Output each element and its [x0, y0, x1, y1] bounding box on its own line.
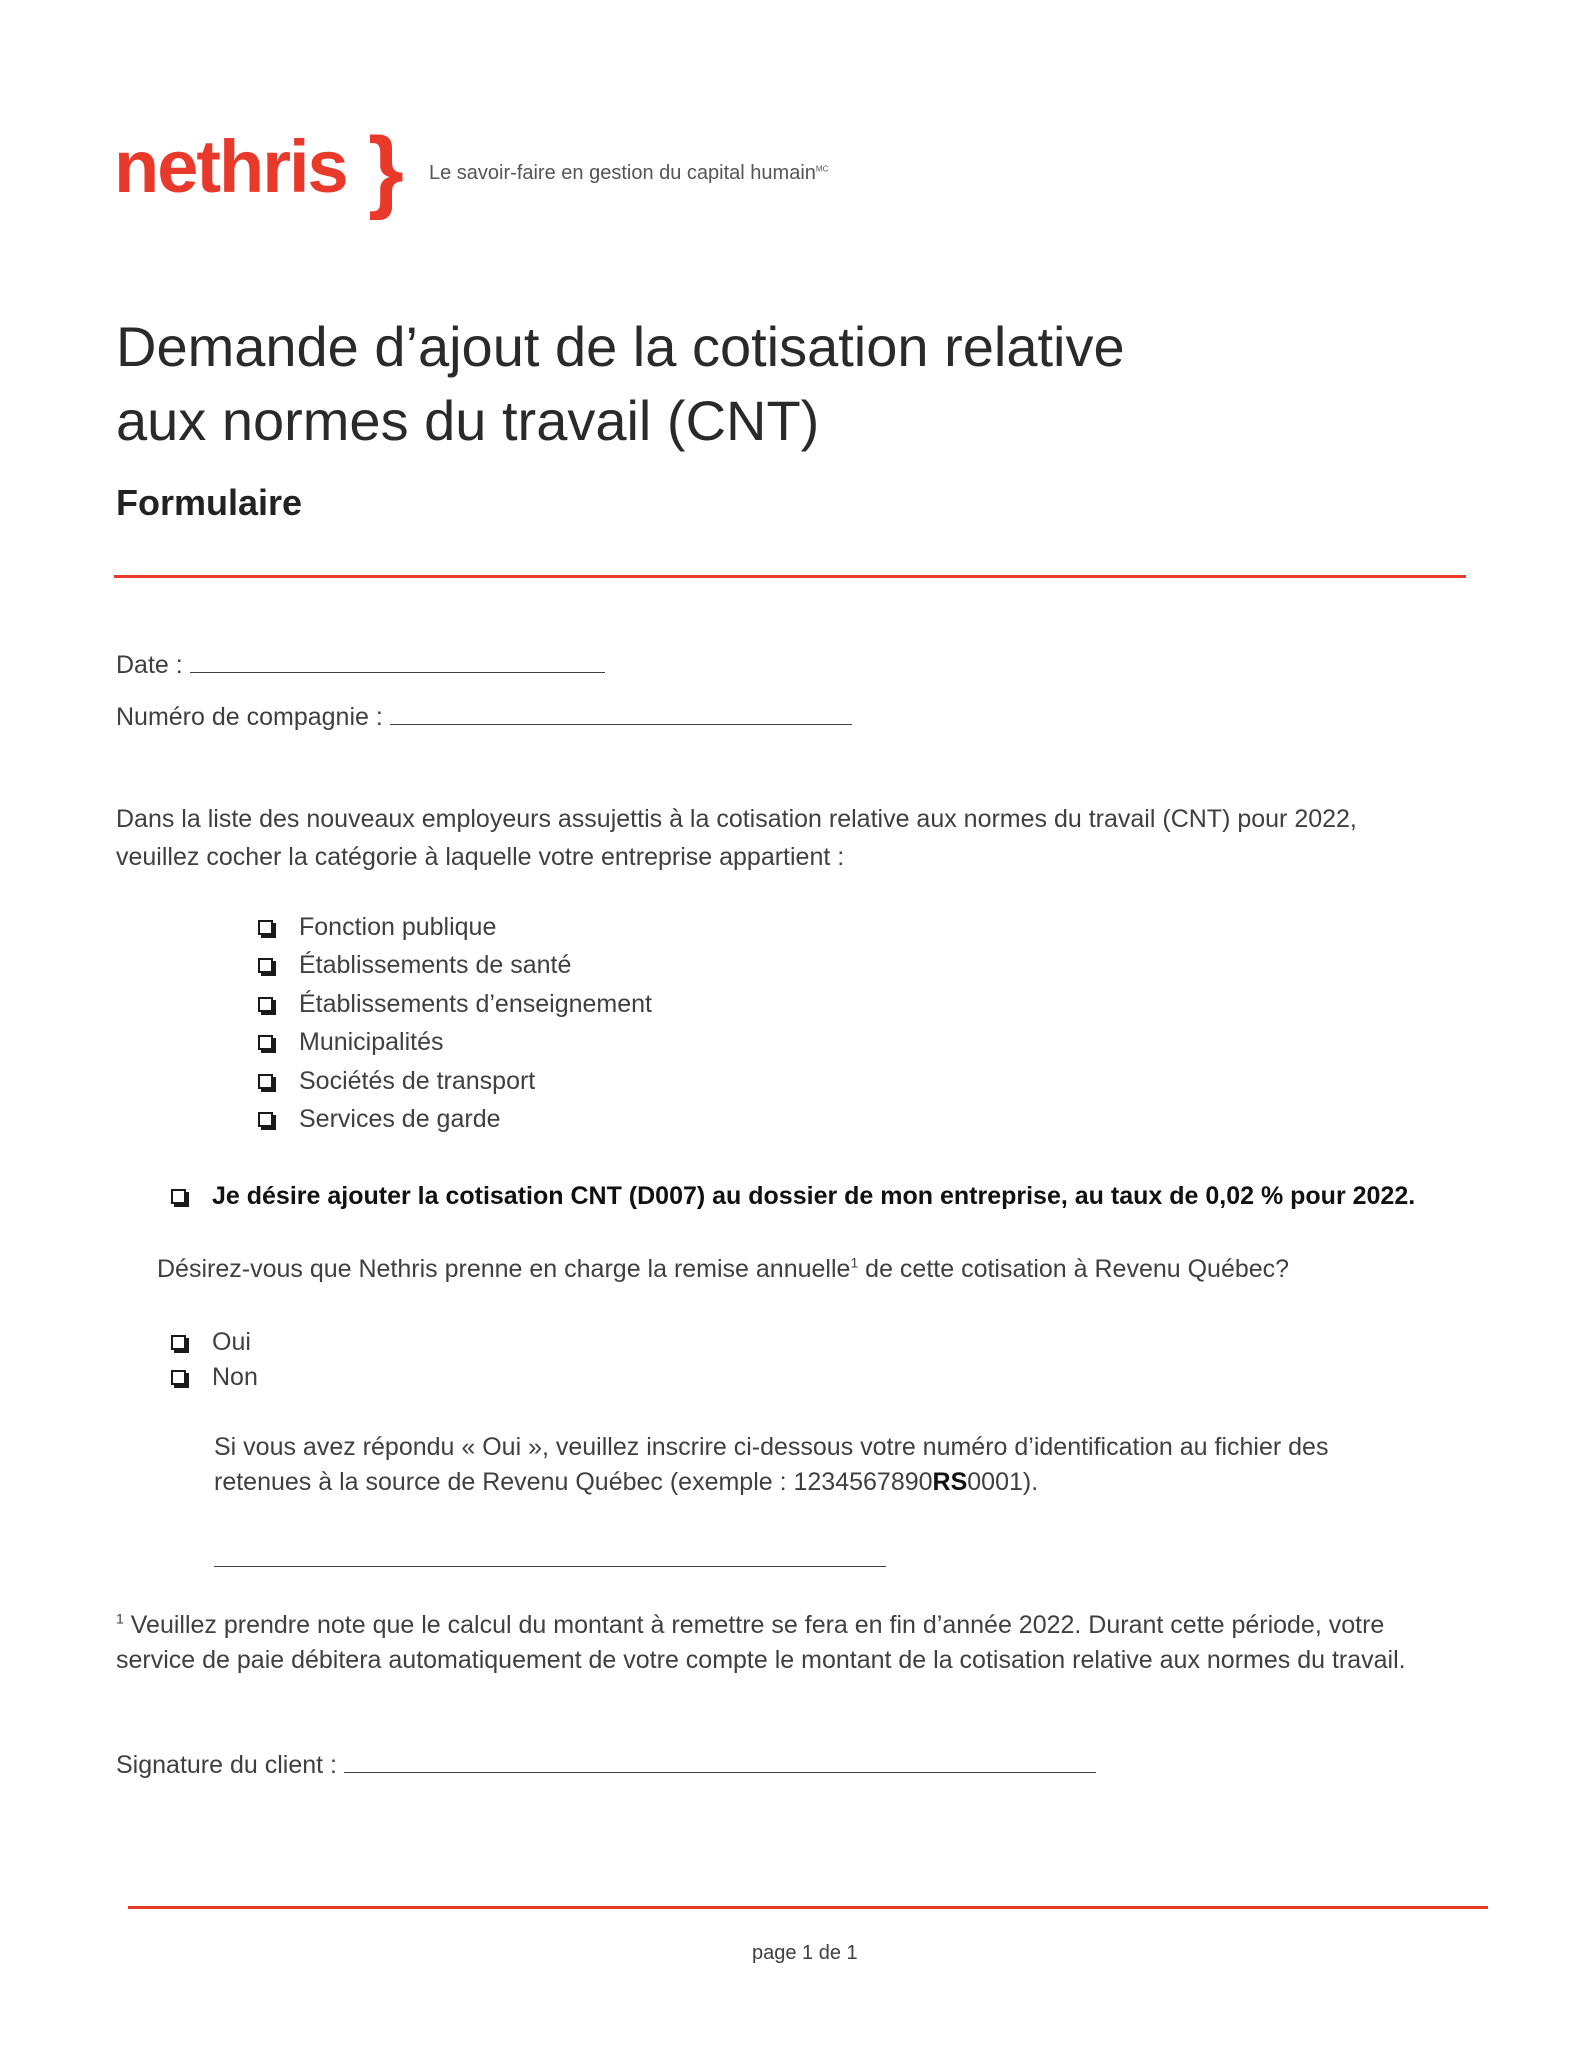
footnote-mark: 1 [850, 1254, 859, 1271]
category-label: Sociétés de transport [299, 1066, 536, 1095]
bottom-divider [128, 1906, 1488, 1909]
signature-blank[interactable] [344, 1750, 1096, 1773]
identification-rs: RS [932, 1468, 968, 1496]
answer-no[interactable] [171, 1360, 258, 1395]
remittance-question-text: Désirez-vous que Nethris prenne en charge la remise annuelle [157, 1255, 851, 1283]
footnote-line-1 [116, 1608, 1406, 1643]
date-label: Date : [116, 651, 183, 679]
title-line-2: aux normes du travail (CNT) [116, 389, 820, 452]
company-number-label: Numéro de compagnie : [116, 703, 383, 731]
identification-instructions [214, 1430, 1328, 1500]
category-item[interactable] [258, 1101, 652, 1140]
signature-label: Signature du client : [116, 1751, 337, 1779]
footnote-line-2: service de paie débitera automatiquement de votre compte le montant de la cotisation relative aux normes du travail. [116, 1646, 1406, 1674]
category-label: Établissements d’enseignement [299, 989, 652, 1018]
category-label: Fonction publique [299, 912, 497, 941]
yes-no-options [171, 1325, 258, 1395]
checkbox-icon[interactable] [258, 997, 273, 1012]
category-label: Services de garde [299, 1105, 501, 1134]
footnote [116, 1608, 1406, 1678]
category-item[interactable] [258, 985, 652, 1024]
identification-line-2 [214, 1465, 1328, 1500]
footnote-number: 1 [116, 1610, 124, 1627]
answer-yes[interactable] [171, 1325, 258, 1360]
answer-label: Oui [212, 1328, 251, 1356]
add-contribution-option[interactable] [171, 1177, 1415, 1215]
checkbox-icon[interactable] [258, 958, 273, 973]
category-label: Établissements de santé [299, 951, 572, 980]
company-number-field [116, 702, 852, 732]
nethris-logo: nethris [114, 125, 347, 208]
add-contribution-label: Je désire ajouter la cotisation CNT (D007) au dossier de mon entreprise, au taux de 0,02 % pour 2022. [212, 1181, 1416, 1210]
category-label: Municipalités [299, 1028, 444, 1057]
remittance-question-text-end: de cette cotisation à Revenu Québec? [858, 1255, 1290, 1283]
tagline-text: Le savoir-faire en gestion du capital humain [429, 162, 816, 184]
identification-text-end: 0001). [967, 1468, 1039, 1496]
intro-paragraph [116, 800, 1476, 876]
date-field [116, 650, 605, 680]
identification-line-1: Si vous avez répondu « Oui », veuillez inscrire ci-dessous votre numéro d’identification au fichier des [214, 1433, 1329, 1461]
checkbox-icon[interactable] [258, 920, 273, 935]
page-title [116, 310, 1316, 458]
logo-brace-icon: } [368, 119, 404, 221]
category-item[interactable] [258, 947, 652, 986]
checkbox-icon[interactable] [171, 1189, 186, 1204]
tagline-mark: MC [815, 164, 829, 174]
identification-number-blank[interactable] [214, 1544, 886, 1567]
form-subtitle: Formulaire [116, 482, 303, 523]
remittance-question [157, 1250, 1289, 1288]
category-item[interactable] [258, 908, 652, 947]
title-line-1: Demande d’ajout de la cotisation relative [116, 315, 1125, 378]
category-item[interactable] [258, 1024, 652, 1063]
intro-line-1: Dans la liste des nouveaux employeurs assujettis à la cotisation relative aux normes du travail (CNT) pour 2022, [116, 805, 1357, 833]
answer-label: Non [212, 1363, 258, 1391]
checkbox-icon[interactable] [258, 1112, 273, 1127]
intro-line-2: veuillez cocher la catégorie à laquelle votre entreprise appartient : [116, 843, 845, 871]
date-blank[interactable] [190, 650, 605, 673]
category-list [258, 908, 652, 1139]
top-divider [114, 575, 1466, 578]
identification-text: retenues à la source de Revenu Québec (exemple : 1234567890 [214, 1468, 933, 1496]
signature-field [116, 1750, 1096, 1780]
company-number-blank[interactable] [390, 702, 852, 725]
category-item[interactable] [258, 1062, 652, 1101]
checkbox-icon[interactable] [258, 1074, 273, 1089]
page-number: page 1 de 1 [752, 1942, 858, 1964]
checkbox-icon[interactable] [258, 1035, 273, 1050]
checkbox-icon[interactable] [171, 1370, 186, 1385]
tagline [429, 162, 828, 185]
footnote-text: Veuillez prendre note que le calcul du montant à remettre se fera en fin d’année 2022. Durant cette période, votre [123, 1611, 1385, 1639]
checkbox-icon[interactable] [171, 1335, 186, 1350]
